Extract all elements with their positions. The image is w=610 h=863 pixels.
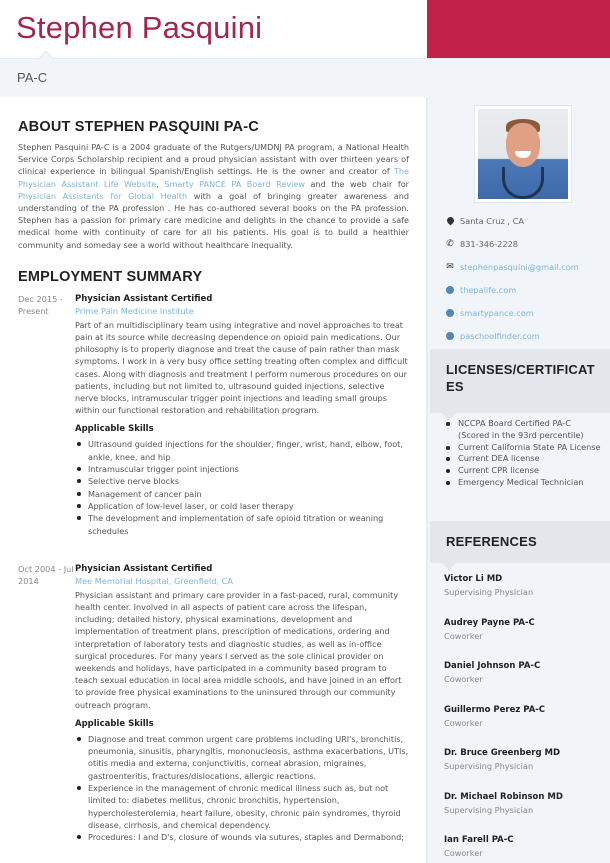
contact-website[interactable] xyxy=(444,301,604,324)
reference-role: Supervising Physician xyxy=(444,761,534,771)
job-role: Physician Assistant Certified xyxy=(75,293,213,304)
skill-item: Application of low-level laser, or cold laser therapy xyxy=(75,500,409,512)
job-entry xyxy=(18,563,426,844)
license-item: Emergency Medical Technician xyxy=(444,477,604,489)
about-text-part: and the web chair for xyxy=(304,178,409,189)
skill-item: Diagnose and treat common urgent care problems including URI's, bronchitis, pneumonia, sinusitis, pharyngitis, mononucleosis, asthma exacerbations, UTIs, otitis media and externa, conjunctivitis, corneal abrasion, migraines, gastroenteritis, fractures/dislocations, allergic reactions. xyxy=(75,733,409,782)
skills-heading: Applicable Skills xyxy=(75,424,154,435)
website-link-smartypance[interactable]: smartypance.com xyxy=(460,307,534,318)
profile-photo xyxy=(478,109,568,199)
title-bar xyxy=(0,58,610,96)
about-text xyxy=(18,141,409,251)
contact-phone xyxy=(444,232,604,255)
sidebar xyxy=(430,97,610,863)
reference-role: Coworker xyxy=(444,674,483,684)
smarty-pance-link[interactable]: Smarty PANCE PA Board Review xyxy=(164,178,305,189)
reference-name: Dr. Michael Robinson MD xyxy=(444,791,563,802)
skill-item: Intramuscular trigger point injections xyxy=(75,463,409,475)
globe-icon xyxy=(444,309,456,317)
contact-website[interactable] xyxy=(444,324,604,347)
reference-role: Coworker xyxy=(444,717,483,728)
reference-item xyxy=(444,747,604,791)
reference-name: Victor Li MD xyxy=(444,574,503,584)
reference-item xyxy=(444,660,604,704)
references-list xyxy=(444,573,604,863)
reference-role: Supervising Physician xyxy=(444,587,534,597)
location-text: Santa Cruz , CA xyxy=(460,215,524,226)
reference-name: Audrey Payne PA-C xyxy=(444,617,535,628)
globe-icon xyxy=(444,332,456,340)
reference-name: Daniel Johnson PA-C xyxy=(444,661,541,671)
photo-face xyxy=(506,123,540,167)
skill-item: Experience in the management of chronic medical illness such as, but not limited to: diabetes mellitus, chronic bronchitis, hypertension, hypercholesterolemia, heart failure, obesity, chronic pain syndromes, thyroid disease, cirrhosis, and chemical dependency. xyxy=(75,782,409,831)
skills-list xyxy=(75,733,409,844)
job-description: Physician assistant and primary care provider in a fast-paced, rural, community health center. Involved in all aspects of patient care across the lifespan, including; detailed history, physical examinations, development and implementation of treatment plans, prescription of medications, ordering and interpretation of laboratory tests and diagnostic studies, as well as in-office surgical procedures. For many years I served as the sole clinical provider on weekends and holidays, have participated in a community based program to teach sexual education in local area middle schools, and have joined in an effort to provide free physical examinations to the uninsured through our community outreach program. xyxy=(75,589,402,710)
envelope-icon: ✉ xyxy=(446,261,454,272)
about-text-part: with a goal of bringing greater awareness and understanding of the PA profession . He has co-authored several books on the PA profession. Stephen has a passion for primary care medicine and delights in the chance to provide a safe medical home with continuity of care for all his patients. His goal is to build a healthier community and someday see a world without healthcare inequality. xyxy=(18,190,409,250)
reference-name: Guillermo Perez PA-C xyxy=(444,704,546,715)
job-dates: Dec 2015 - Present xyxy=(18,293,63,317)
job-entry xyxy=(18,293,426,537)
job-body xyxy=(75,563,409,844)
skill-item: Selective nerve blocks xyxy=(75,475,409,487)
reference-item xyxy=(444,573,604,617)
main-column xyxy=(0,97,428,863)
about-text-part: , xyxy=(156,178,165,189)
contact-list xyxy=(444,209,604,347)
phone-icon: ✆ xyxy=(446,238,454,249)
licenses-list xyxy=(444,418,604,489)
reference-item xyxy=(444,617,604,661)
job-description: Part of an multidisciplinary team using integrative and novel approaches to treat pain at its source while decreasing dependence on opioid pain medications. Our philosophy is to properly diagnose and treat the cause of pain rather than mask symptoms. I work in a very busy office setting treating often complex and difficult cases. Along with diagnosis and treatment I perform numerous procedures on our patients, including but not limited to, ultrasound guided injections, selective nerve blocks, intramuscular trigger point injections and leading small groups within our functional restoration and rehabilitation program. xyxy=(75,319,408,416)
reference-role: Supervising Physician xyxy=(444,804,534,815)
pa-global-health-link[interactable]: Physician Assistants for Global Health xyxy=(18,190,188,201)
email-link[interactable]: stephenpasquini@gmail.com xyxy=(460,261,579,272)
reference-name: Ian Farell PA-C xyxy=(444,835,514,845)
stethoscope-icon xyxy=(502,167,544,199)
phone-text: 831-346-2228 xyxy=(460,238,519,249)
job-body xyxy=(75,293,409,537)
physician-assistant-life-link[interactable]: The Physician Assistant Life Website xyxy=(18,166,409,189)
skill-item: Procedures: I and D's, closure of wounds via sutures, staples and Dermabond; xyxy=(75,831,409,843)
globe-icon xyxy=(444,286,456,294)
heading-notch xyxy=(442,556,456,570)
reference-name: Dr. Bruce Greenberg MD xyxy=(444,748,561,758)
licenses-heading xyxy=(430,349,610,413)
contact-email[interactable] xyxy=(444,255,604,278)
skill-item: The development and implementation of safe opioid titration or weaning schedules xyxy=(75,512,409,537)
header-accent-block xyxy=(427,0,610,58)
skill-item: Ultrasound guided injections for the shoulder, finger, wrist, hand, elbow, foot, ankle, knee, and hip xyxy=(75,438,409,463)
about-text-part: Stephen Pasquini PA-C is a 2004 graduate of the Rutgers/UMDNJ PA program, a National Health Service Corps Scholarship recipient and a proud physician assistant with over thirteen years of clinical experience in bilingual Spanish/English settings. He is the owner and creator of xyxy=(18,142,409,177)
references-heading xyxy=(430,521,610,563)
website-link-thepalife[interactable]: thepalife.com xyxy=(460,284,517,295)
license-item: Current DEA license xyxy=(444,453,604,465)
skills-heading: Applicable Skills xyxy=(75,718,154,729)
about-heading: ABOUT STEPHEN PASQUINI PA-C xyxy=(18,119,259,135)
reference-item xyxy=(444,791,604,835)
reference-item xyxy=(444,834,604,863)
job-dates: Oct 2004 - Jul 2014 xyxy=(18,563,74,587)
contact-location xyxy=(444,209,604,232)
license-item: Current California State PA License xyxy=(444,442,604,454)
licenses-heading-line: LICENSES/CERTIFICAT xyxy=(446,362,595,377)
reference-item xyxy=(444,704,604,748)
profile-photo-frame xyxy=(474,105,572,203)
map-pin-icon xyxy=(444,217,456,224)
resume-header xyxy=(0,0,610,58)
job-organization: Mee Memorial Hospital, Greenfield, CA xyxy=(75,576,233,587)
licenses-heading-line: ES xyxy=(446,379,464,394)
job-role: Physician Assistant Certified xyxy=(75,563,213,574)
contact-website[interactable] xyxy=(444,278,604,301)
license-item: NCCPA Board Certified PA-C (Scored in the 93rd percentile) xyxy=(444,418,604,442)
references-heading-text: REFERENCES xyxy=(446,534,537,549)
candidate-name: Stephen Pasquini xyxy=(16,10,263,45)
job-organization: Prime Pain Medicine Institute xyxy=(75,306,194,317)
skills-list xyxy=(75,438,409,536)
website-link-paschoolfinder[interactable]: paschoolfinder.com xyxy=(460,330,540,341)
professional-title: PA-C xyxy=(17,70,48,85)
employment-heading: EMPLOYMENT SUMMARY xyxy=(18,268,203,285)
reference-role: Coworker xyxy=(444,848,483,858)
skill-item: Management of cancer pain xyxy=(75,488,409,500)
reference-role: Coworker xyxy=(444,630,483,641)
license-item: Current CPR license xyxy=(444,465,604,477)
